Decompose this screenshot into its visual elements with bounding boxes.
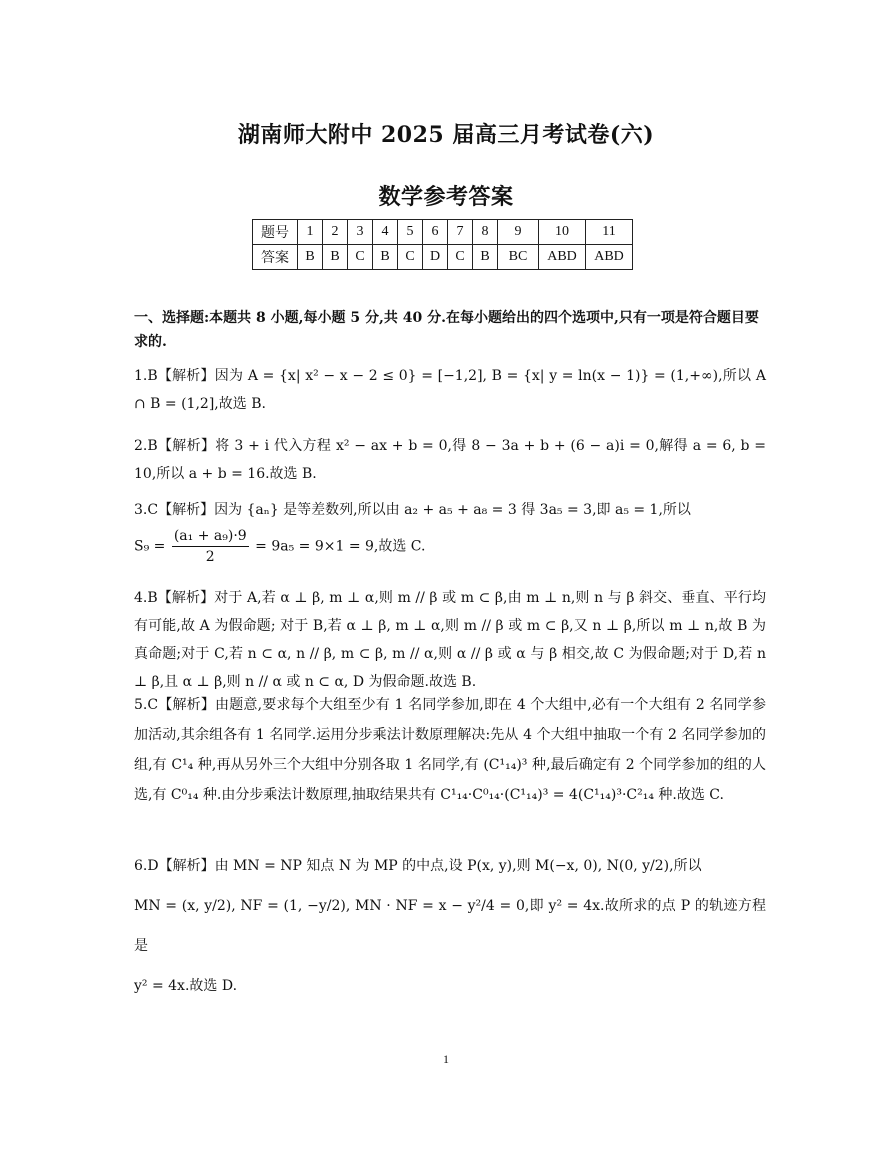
table-cell: ABD [539,245,586,270]
page-number: 1 [443,1052,449,1066]
table-cell: 1 [298,220,323,245]
section-heading: 一、选择题:本题共 8 小题,每小题 5 分,共 40 分.在每小题给出的四个选项中,只有一项是符合题目要求的. [134,310,759,350]
solution-2: 2.B【解析】将 3 + i 代入方程 x² − ax + b = 0,得 8 − 3a + b + (6 − a)i = 0,解得 a = 6, b = 10,所以 a + b = 16.故选 B. [134,438,766,482]
table-cell: ABD [586,245,633,270]
table-cell: 5 [398,220,423,245]
table-cell: 4 [373,220,398,245]
table-cell: BC [498,245,539,270]
solution-3-formula [134,526,766,567]
table-cell: 9 [498,220,539,245]
table-cell: 10 [539,220,586,245]
solution-3 [134,496,766,567]
table-cell: 3 [348,220,373,245]
table-cell: D [423,245,448,270]
formula-rhs: = 9a₅ = 9×1 = 9,故选 C. [255,538,426,555]
fraction-denominator: 2 [205,549,215,565]
answer-table [252,219,633,270]
table-cell: B [323,245,348,270]
exam-title: 湖南师大附中 2025 届高三月考试卷(六) [237,122,655,148]
answer-key-title: 数学参考答案 [378,184,514,210]
table-cell: C [348,245,373,270]
table-cell: B [373,245,398,270]
fraction [172,526,249,567]
solution-1: 1.B【解析】因为 A = {x| x² − x − 2 ≤ 0} = [−1,2], B = {x| y = ln(x − 1)} = (1,+∞),所以 A ∩ B = (1,2],故选 B. [134,368,766,412]
table-cell: 6 [423,220,448,245]
table-row-numbers [253,220,633,245]
formula-lhs: S₉ = [134,538,166,555]
table-row-answers [253,245,633,270]
solution-5: 5.C【解析】由题意,要求每个大组至少有 1 名同学参加,即在 4 个大组中,必有一个大组有 2 名同学参加活动,其余组各有 1 名同学.运用分步乘法计数原理解决:先从 4 个大组中抽取一个有 2 名同学参加的组,有 C¹₄ 种,再从另外三个大组中分别各取 1 名同学,有 (C¹₁₄)³ 种,最后确定有 2 个同学参加的组的人选,有 C⁰₁₄ 种.由分步乘法计数原理,抽取结果共有 C¹₁₄·C⁰₁₄·(C¹₁₄)³ = 4(C¹₁₄)³·C²₁₄ 种.故选 C. [134,697,766,803]
table-cell: B [473,245,498,270]
table-cell: C [398,245,423,270]
solution-6-line2: MN = (x, y/2), NF = (1, −y/2), MN · NF = x − y²/4 = 0,即 y² = 4x.故所求的点 P 的轨迹方程是 [134,898,766,954]
table-cell: 2 [323,220,348,245]
table-cell: 11 [586,220,633,245]
table-header-cell: 答案 [253,245,298,270]
table-cell: C [448,245,473,270]
solution-4: 4.B【解析】对于 A,若 α ⊥ β, m ⊥ α,则 m // β 或 m ⊂ β,由 m ⊥ n,则 n 与 β 斜交、垂直、平行均有可能,故 A 为假命题; 对于 B,若 α ⊥ β, m ⊥ α,则 m // β 或 m ⊂ β,又 n ⊥ β,所以 m ⊥ n,故 B 为真命题;对于 C,若 n ⊂ α, n // β, m ⊂ β, m // α,则 α // β 或 α 与 β 相交,故 C 为假命题;对于 D,若 n ⊥ β,且 α ⊥ β,则 n // α 或 n ⊂ α, D 为假命题.故选 B. [134,590,766,690]
solution-6-line3: y² = 4x.故选 D. [134,978,238,994]
solution-6 [134,846,766,1006]
table-header-cell: 题号 [253,220,298,245]
table-cell: 7 [448,220,473,245]
fraction-numerator: (a₁ + a₉)·9 [172,526,249,547]
table-cell: B [298,245,323,270]
table-cell: 8 [473,220,498,245]
solution-6-line1: 6.D【解析】由 MN = NP 知点 N 为 MP 的中点,设 P(x, y),则 M(−x, 0), N(0, y/2),所以 [134,858,702,874]
solution-3-line1: 3.C【解析】因为 {aₙ} 是等差数列,所以由 a₂ + a₅ + a₈ = 3 得 3a₅ = 3,即 a₅ = 1,所以 [134,502,691,518]
